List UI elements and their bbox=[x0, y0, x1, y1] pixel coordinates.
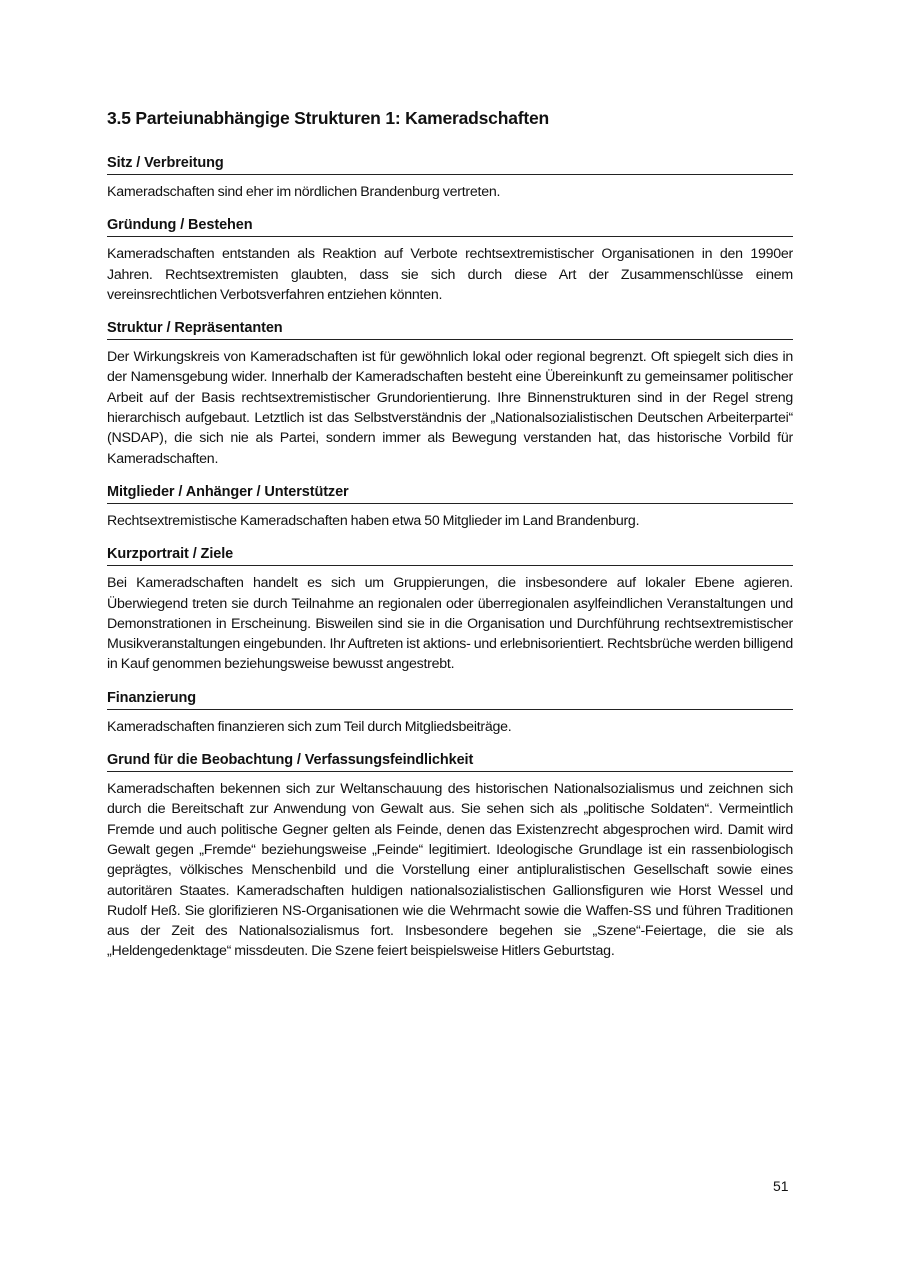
section-body: Kameradschaften bekennen sich zur Weltanschauung des historischen Nationalsozialismus und zeichnen sich durch die Bereitschaft zur Anwendung von Gewalt aus. Sie sehen sich als „politische Soldaten“. Vermeintlich Fremde und auch politische Gegner gelten als Feinde, denen das Existenzrecht abgesprochen wird. Damit wird Gewalt gegen „Fremde“ beziehungsweise „Feinde“ legitimiert. Ideologische Grundlage ist ein rassenbiologisch geprägtes, völkisches Menschenbild und die Vorstellung einer antipluralistischen Gesellschaft sowie eines autoritären Staates. Kameradschaften huldigen nationalsozialistischen Gallionsfiguren wie Horst Wessel und Rudolf Heß. Sie glorifizieren NS-Organisationen wie die Wehrmacht sowie die Waffen-SS und führen Traditionen aus der Zeit des Nationalsozialismus fort. Insbesondere begehen sie „Szene“-Feiertage, die sie als „Heldengedenktage“ missdeuten. Die Szene feiert beispielsweise Hitlers Geburtstag. bbox=[107, 781, 793, 960]
section-body: Kameradschaften entstanden als Reaktion auf Verbote rechtsextremistischer Organisationen in den 1990er Jahren. Rechtsextremisten glaubten, dass sie sich durch diese Art der Zusammenschlüsse einem vereinsrechtlichen Verbotsverfahren entziehen könnten. bbox=[107, 246, 793, 303]
section-mitglieder bbox=[107, 484, 793, 531]
section-sitz-verbreitung bbox=[107, 155, 793, 202]
section-body: Kameradschaften finanzieren sich zum Teil durch Mitgliedsbeiträge. bbox=[107, 718, 512, 735]
section-body: Rechtsextremistische Kameradschaften haben etwa 50 Mitglieder im Land Brandenburg. bbox=[107, 512, 640, 529]
section-heading: Grund für die Beobachtung / Verfassungsfeindlichkeit bbox=[107, 752, 793, 772]
page-content bbox=[107, 108, 793, 977]
section-gruendung-bestehen bbox=[107, 217, 793, 305]
section-body: Der Wirkungskreis von Kameradschaften ist für gewöhnlich lokal oder regional begrenzt. Oft spiegelt sich dies in der Namensgebung wider. Innerhalb der Kameradschaften besteht eine Übereinkunft zu gemeinsamer politischer Arbeit auf der Basis rechtsextremistischer Grundorientierung. Ihre Binnenstrukturen sind in der Regel streng hierarchisch aufgebaut. Letztlich ist das Selbstverständnis der „Nationalsozialistischen Deutschen Arbeiterpartei“ (NSDAP), die sich nie als Partei, sondern immer als Bewegung verstanden hat, das historische Vorbild für Kameradschaften. bbox=[107, 349, 793, 467]
section-kurzportrait-ziele bbox=[107, 546, 793, 674]
section-body: Kameradschaften sind eher im nördlichen Brandenburg vertreten. bbox=[107, 184, 501, 200]
section-heading: Gründung / Bestehen bbox=[107, 217, 793, 237]
section-grund-beobachtung bbox=[107, 752, 793, 962]
section-heading: Sitz / Verbreitung bbox=[107, 155, 793, 175]
section-heading: Finanzierung bbox=[107, 690, 793, 710]
section-struktur-repraesentanten bbox=[107, 320, 793, 469]
section-finanzierung bbox=[107, 690, 793, 737]
section-heading: Mitglieder / Anhänger / Unterstützer bbox=[107, 484, 793, 504]
section-heading: Kurzportrait / Ziele bbox=[107, 546, 793, 566]
section-heading: Struktur / Repräsentanten bbox=[107, 320, 793, 340]
section-body: Bei Kameradschaften handelt es sich um Gruppierungen, die insbesondere auf lokaler Ebene agieren. Überwiegend treten sie durch Teilnahme an regionalen oder überregionalen asylfeindlichen Veranstaltungen und Demonstrationen in Erscheinung. Bisweilen sind sie in die Organisation und Durchführung rechtsextremistischer Musikveranstaltungen eingebunden. Ihr Auftreten ist aktions- und erlebnisorientiert. Rechtsbrüche werden billigend in Kauf genommen beziehungsweise bewusst angestrebt. bbox=[107, 575, 793, 673]
page-title: 3.5 Parteiunabhängige Strukturen 1: Kameradschaften bbox=[107, 108, 550, 128]
page-number: 51 bbox=[773, 1178, 789, 1194]
